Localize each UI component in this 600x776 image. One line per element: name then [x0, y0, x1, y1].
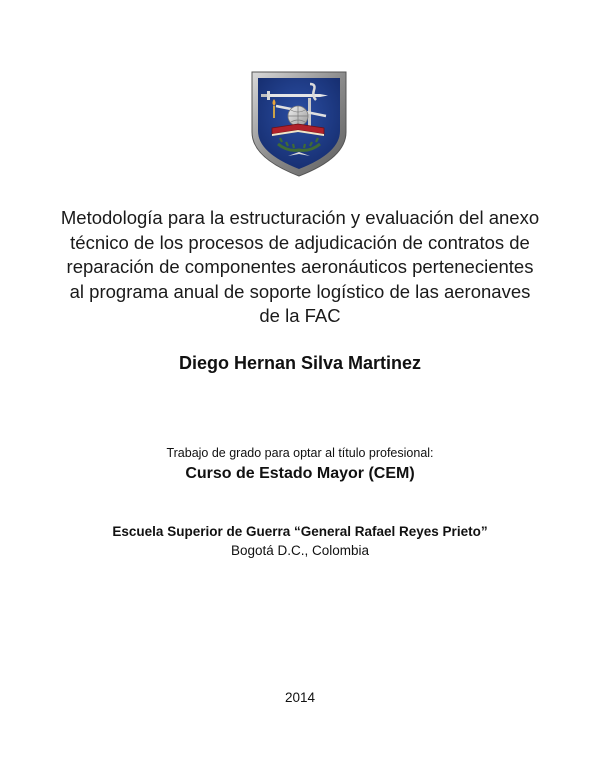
publication-year: 2014	[284, 690, 316, 705]
institution-name: Escuela Superior de Guerra “General Rafael Reyes Prieto”	[112, 524, 488, 539]
military-school-crest-icon	[250, 70, 348, 178]
location: Bogotá D.C., Colombia	[230, 543, 370, 558]
degree-name: Curso de Estado Mayor (CEM)	[185, 465, 415, 482]
author-name: Diego Hernan Silva Martinez	[178, 353, 422, 373]
document-title: Metodología para la estructuración y evaluación del anexo técnico de los procesos de adjudicación de contratos de reparación de componentes aeronáuticos pertenecientes al programa anual de soporte logístico de las aeronaves de la FAC	[60, 207, 540, 326]
degree-intro: Trabajo de grado para optar al título profesional:	[166, 446, 434, 460]
